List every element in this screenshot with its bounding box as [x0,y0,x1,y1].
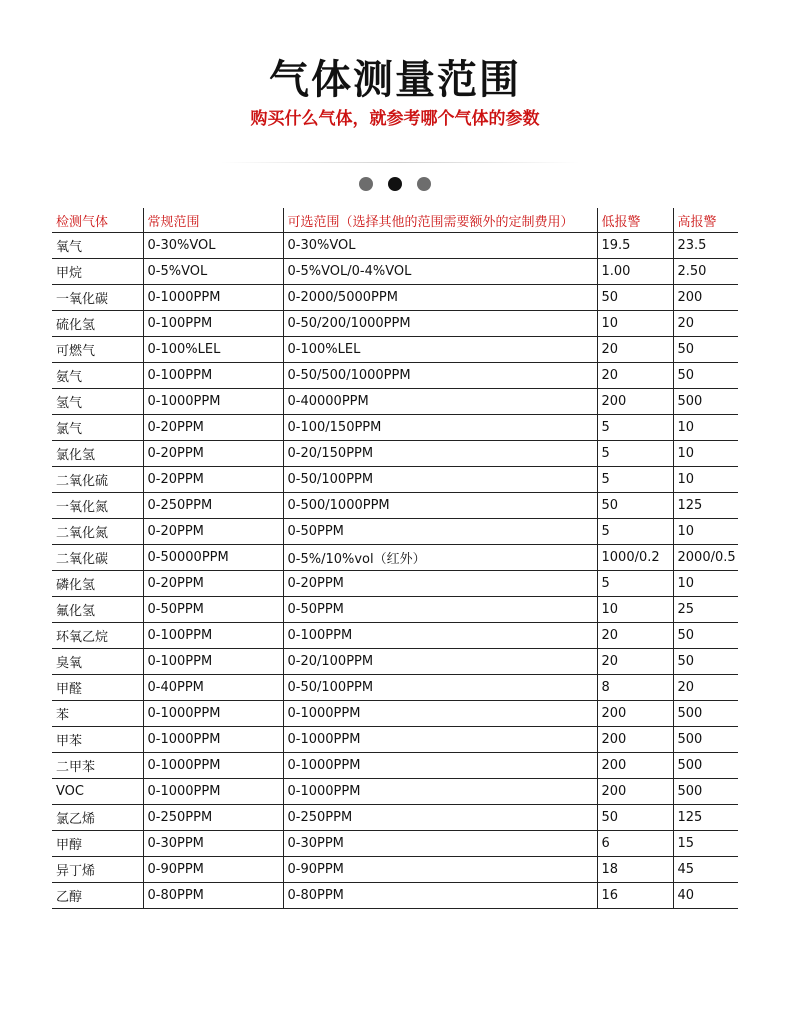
cell-low-alarm: 200 [597,389,673,415]
cell-gas: 甲苯 [52,727,143,753]
cell-standard-range: 0-1000PPM [143,285,283,311]
cell-low-alarm: 50 [597,805,673,831]
cell-optional-range: 0-5%/10%vol（红外） [283,545,597,571]
cell-high-alarm: 500 [673,753,738,779]
dot-indicator [359,177,373,191]
cell-gas: 异丁烯 [52,857,143,883]
table-row [52,779,738,805]
cell-high-alarm: 125 [673,493,738,519]
cell-low-alarm: 5 [597,415,673,441]
cell-optional-range: 0-50PPM [283,519,597,545]
cell-gas: 臭氧 [52,649,143,675]
cell-high-alarm: 500 [673,389,738,415]
header-optional-range: 可选范围（选择其他的范围需要额外的定制费用） [283,208,597,233]
cell-low-alarm: 5 [597,467,673,493]
gas-range-table [52,208,738,909]
table-row [52,415,738,441]
cell-gas: 二甲苯 [52,753,143,779]
cell-standard-range: 0-80PPM [143,883,283,909]
page-title: 气体测量范围 [269,57,521,103]
cell-gas: 二氧化硫 [52,467,143,493]
cell-optional-range: 0-20PPM [283,571,597,597]
cell-low-alarm: 1000/0.2 [597,545,673,571]
table-row [52,259,738,285]
cell-gas: 二氧化氮 [52,519,143,545]
cell-optional-range: 0-50/100PPM [283,467,597,493]
dot-indicator [417,177,431,191]
cell-optional-range: 0-1000PPM [283,727,597,753]
cell-low-alarm: 5 [597,519,673,545]
cell-low-alarm: 1.00 [597,259,673,285]
table-header-row [52,208,738,233]
table-row [52,883,738,909]
cell-high-alarm: 10 [673,571,738,597]
table-row [52,441,738,467]
cell-standard-range: 0-40PPM [143,675,283,701]
cell-optional-range: 0-100PPM [283,623,597,649]
cell-standard-range: 0-100PPM [143,363,283,389]
cell-optional-range: 0-30%VOL [283,233,597,259]
cell-optional-range: 0-50/500/1000PPM [283,363,597,389]
cell-optional-range: 0-80PPM [283,883,597,909]
table-row [52,389,738,415]
cell-gas: 氯乙烯 [52,805,143,831]
cell-gas: 一氧化氮 [52,493,143,519]
table-row [52,545,738,571]
table-row [52,467,738,493]
cell-optional-range: 0-40000PPM [283,389,597,415]
table-row [52,519,738,545]
cell-standard-range: 0-20PPM [143,519,283,545]
cell-gas: 可燃气 [52,337,143,363]
cell-standard-range: 0-30PPM [143,831,283,857]
cell-standard-range: 0-100PPM [143,649,283,675]
cell-gas: 氯气 [52,415,143,441]
dot-indicator-active [388,177,402,191]
table-row [52,649,738,675]
cell-standard-range: 0-90PPM [143,857,283,883]
header-high-alarm: 高报警 [673,208,738,233]
cell-low-alarm: 10 [597,311,673,337]
cell-gas: 甲醇 [52,831,143,857]
table-row [52,857,738,883]
cell-high-alarm: 125 [673,805,738,831]
cell-standard-range: 0-1000PPM [143,727,283,753]
cell-gas: 氟化氢 [52,597,143,623]
cell-gas: 乙醇 [52,883,143,909]
cell-high-alarm: 25 [673,597,738,623]
cell-high-alarm: 10 [673,441,738,467]
cell-standard-range: 0-1000PPM [143,701,283,727]
cell-high-alarm: 2000/0.5 [673,545,738,571]
cell-standard-range: 0-100PPM [143,623,283,649]
cell-gas: 甲烷 [52,259,143,285]
cell-high-alarm: 50 [673,649,738,675]
cell-standard-range: 0-20PPM [143,571,283,597]
cell-low-alarm: 5 [597,571,673,597]
cell-standard-range: 0-30%VOL [143,233,283,259]
cell-optional-range: 0-1000PPM [283,701,597,727]
cell-standard-range: 0-250PPM [143,805,283,831]
table-row [52,493,738,519]
divider [220,162,580,163]
table-row [52,311,738,337]
cell-high-alarm: 50 [673,337,738,363]
cell-high-alarm: 500 [673,727,738,753]
cell-low-alarm: 5 [597,441,673,467]
cell-optional-range: 0-90PPM [283,857,597,883]
header-gas: 检测气体 [52,208,143,233]
cell-high-alarm: 10 [673,519,738,545]
table-row [52,597,738,623]
page-subtitle: 购买什么气体，就参考哪个气体的参数 [250,109,540,129]
cell-gas: VOC [52,779,143,805]
table-row [52,753,738,779]
cell-low-alarm: 16 [597,883,673,909]
table-row [52,337,738,363]
cell-low-alarm: 200 [597,701,673,727]
cell-standard-range: 0-1000PPM [143,389,283,415]
cell-low-alarm: 20 [597,363,673,389]
cell-high-alarm: 500 [673,779,738,805]
cell-low-alarm: 6 [597,831,673,857]
cell-standard-range: 0-1000PPM [143,779,283,805]
cell-low-alarm: 200 [597,727,673,753]
cell-low-alarm: 200 [597,779,673,805]
cell-gas: 一氧化碳 [52,285,143,311]
cell-optional-range: 0-50/100PPM [283,675,597,701]
table-row [52,675,738,701]
cell-optional-range: 0-1000PPM [283,779,597,805]
cell-optional-range: 0-500/1000PPM [283,493,597,519]
cell-low-alarm: 20 [597,337,673,363]
cell-high-alarm: 50 [673,363,738,389]
cell-optional-range: 0-30PPM [283,831,597,857]
cell-high-alarm: 23.5 [673,233,738,259]
cell-standard-range: 0-20PPM [143,441,283,467]
cell-high-alarm: 45 [673,857,738,883]
cell-optional-range: 0-20/150PPM [283,441,597,467]
cell-optional-range: 0-2000/5000PPM [283,285,597,311]
header-standard-range: 常规范围 [143,208,283,233]
cell-standard-range: 0-100PPM [143,311,283,337]
table-row [52,571,738,597]
header-low-alarm: 低报警 [597,208,673,233]
cell-gas: 甲醛 [52,675,143,701]
cell-optional-range: 0-1000PPM [283,753,597,779]
cell-standard-range: 0-250PPM [143,493,283,519]
table-row [52,701,738,727]
table-row [52,363,738,389]
cell-gas: 氨气 [52,363,143,389]
cell-gas: 苯 [52,701,143,727]
cell-gas: 环氧乙烷 [52,623,143,649]
cell-optional-range: 0-100%LEL [283,337,597,363]
cell-optional-range: 0-50/200/1000PPM [283,311,597,337]
cell-gas: 硫化氢 [52,311,143,337]
cell-standard-range: 0-100%LEL [143,337,283,363]
cell-standard-range: 0-50PPM [143,597,283,623]
table-row [52,233,738,259]
cell-optional-range: 0-5%VOL/0-4%VOL [283,259,597,285]
cell-low-alarm: 50 [597,285,673,311]
cell-high-alarm: 10 [673,467,738,493]
cell-high-alarm: 15 [673,831,738,857]
cell-gas: 磷化氢 [52,571,143,597]
table-row [52,285,738,311]
cell-standard-range: 0-1000PPM [143,753,283,779]
cell-high-alarm: 20 [673,675,738,701]
cell-optional-range: 0-50PPM [283,597,597,623]
cell-high-alarm: 200 [673,285,738,311]
cell-high-alarm: 500 [673,701,738,727]
cell-optional-range: 0-100/150PPM [283,415,597,441]
cell-gas: 氯化氢 [52,441,143,467]
cell-high-alarm: 20 [673,311,738,337]
cell-low-alarm: 18 [597,857,673,883]
cell-low-alarm: 50 [597,493,673,519]
cell-standard-range: 0-20PPM [143,415,283,441]
table-row [52,623,738,649]
carousel-dots [0,173,790,189]
table-row [52,805,738,831]
cell-high-alarm: 50 [673,623,738,649]
cell-high-alarm: 2.50 [673,259,738,285]
cell-high-alarm: 40 [673,883,738,909]
cell-low-alarm: 20 [597,623,673,649]
cell-standard-range: 0-5%VOL [143,259,283,285]
cell-low-alarm: 8 [597,675,673,701]
cell-low-alarm: 10 [597,597,673,623]
cell-optional-range: 0-250PPM [283,805,597,831]
cell-gas: 氧气 [52,233,143,259]
table-row [52,727,738,753]
cell-standard-range: 0-50000PPM [143,545,283,571]
cell-low-alarm: 20 [597,649,673,675]
cell-gas: 二氧化碳 [52,545,143,571]
cell-low-alarm: 19.5 [597,233,673,259]
cell-high-alarm: 10 [673,415,738,441]
cell-optional-range: 0-20/100PPM [283,649,597,675]
cell-standard-range: 0-20PPM [143,467,283,493]
cell-gas: 氢气 [52,389,143,415]
table-row [52,831,738,857]
cell-low-alarm: 200 [597,753,673,779]
